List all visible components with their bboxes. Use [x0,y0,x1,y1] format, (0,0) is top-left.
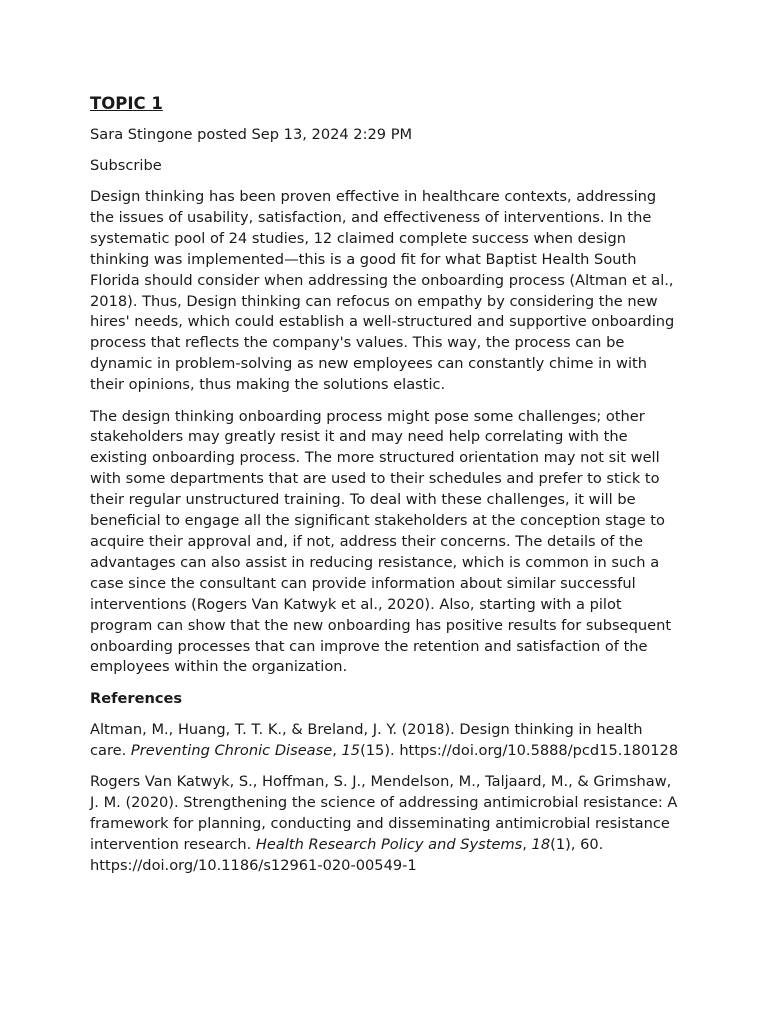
discussion-post [90,93,682,887]
reference-item-2 [90,772,682,877]
post-title: TOPIC 1 [90,94,163,113]
subscribe-link[interactable]: Subscribe [90,157,162,174]
reference-2-volume: 18 [531,835,551,853]
post-paragraph-1: Design thinking has been proven effective in healthcare contexts, addressing the issues of usability, satisfaction, and effectiveness of interventions. In the systematic pool of 24 studies, 12 claimed complete success when design thinking was implemented—this is a good fit for what Baptist Health South Florida should consider when addressing the onboarding process (Altman et al., 2018). Thus, Design thinking can refocus on empathy by considering the new hires' needs, which could establish a well-structured and supportive onboarding process that reflects the company's values. This way, the process can be dynamic in problem-solving as new employees can constantly chime in with their opinions, thus making the solutions elastic. [90,188,675,394]
reference-1-volume: 15 [341,741,361,759]
reference-1-tail: (15). https://doi.org/10.5888/pcd15.180128 [360,741,679,759]
reference-item-1 [90,720,682,762]
reference-2-journal: Health Research Policy and Systems [255,835,523,853]
reference-1-lead: Altman, M., Huang, T. T. K., & Breland, J. Y. (2018). Design thinking in health care. [90,720,643,759]
reference-2-tail: (1), 60. https://doi.org/10.1186/s12961-020-00549-1 [90,835,604,874]
post-author-line: Sara Stingone posted Sep 13, 2024 2:29 PM [90,126,413,143]
references-heading: References [90,689,183,707]
post-paragraph-2: The design thinking onboarding process might pose some challenges; other stakeholders may greatly resist it and may need help correlating with the existing onboarding process. The more structured orientation may not sit well with some departments that are used to their schedules and prefer to stick to their regular unstructured training. To deal with these challenges, it will be beneficial to engage all the significant stakeholders at the conception stage to acquire their approval and, if not, address their concerns. The details of the advantages can also assist in reducing resistance, which is common in such a case since the consultant can provide information about similar successful interventions (Rogers Van Katwyk et al., 2020). Also, starting with a pilot program can show that the new onboarding has positive results for subsequent onboarding processes that can improve the retention and satisfaction of the employees within the organization. [90,407,672,676]
reference-1-sep: , [332,741,342,759]
reference-2-sep: , [522,835,532,853]
reference-2-lead: Rogers Van Katwyk, S., Hoffman, S. J., Mendelson, M., Taljaard, M., & Grimshaw, J. M. (2020). Strengthening the science of addressing antimicrobial resistance: A framework for planning, conducting and disseminating antimicrobial resistance intervention research. [90,773,678,853]
reference-1-journal: Preventing Chronic Disease [130,741,333,759]
